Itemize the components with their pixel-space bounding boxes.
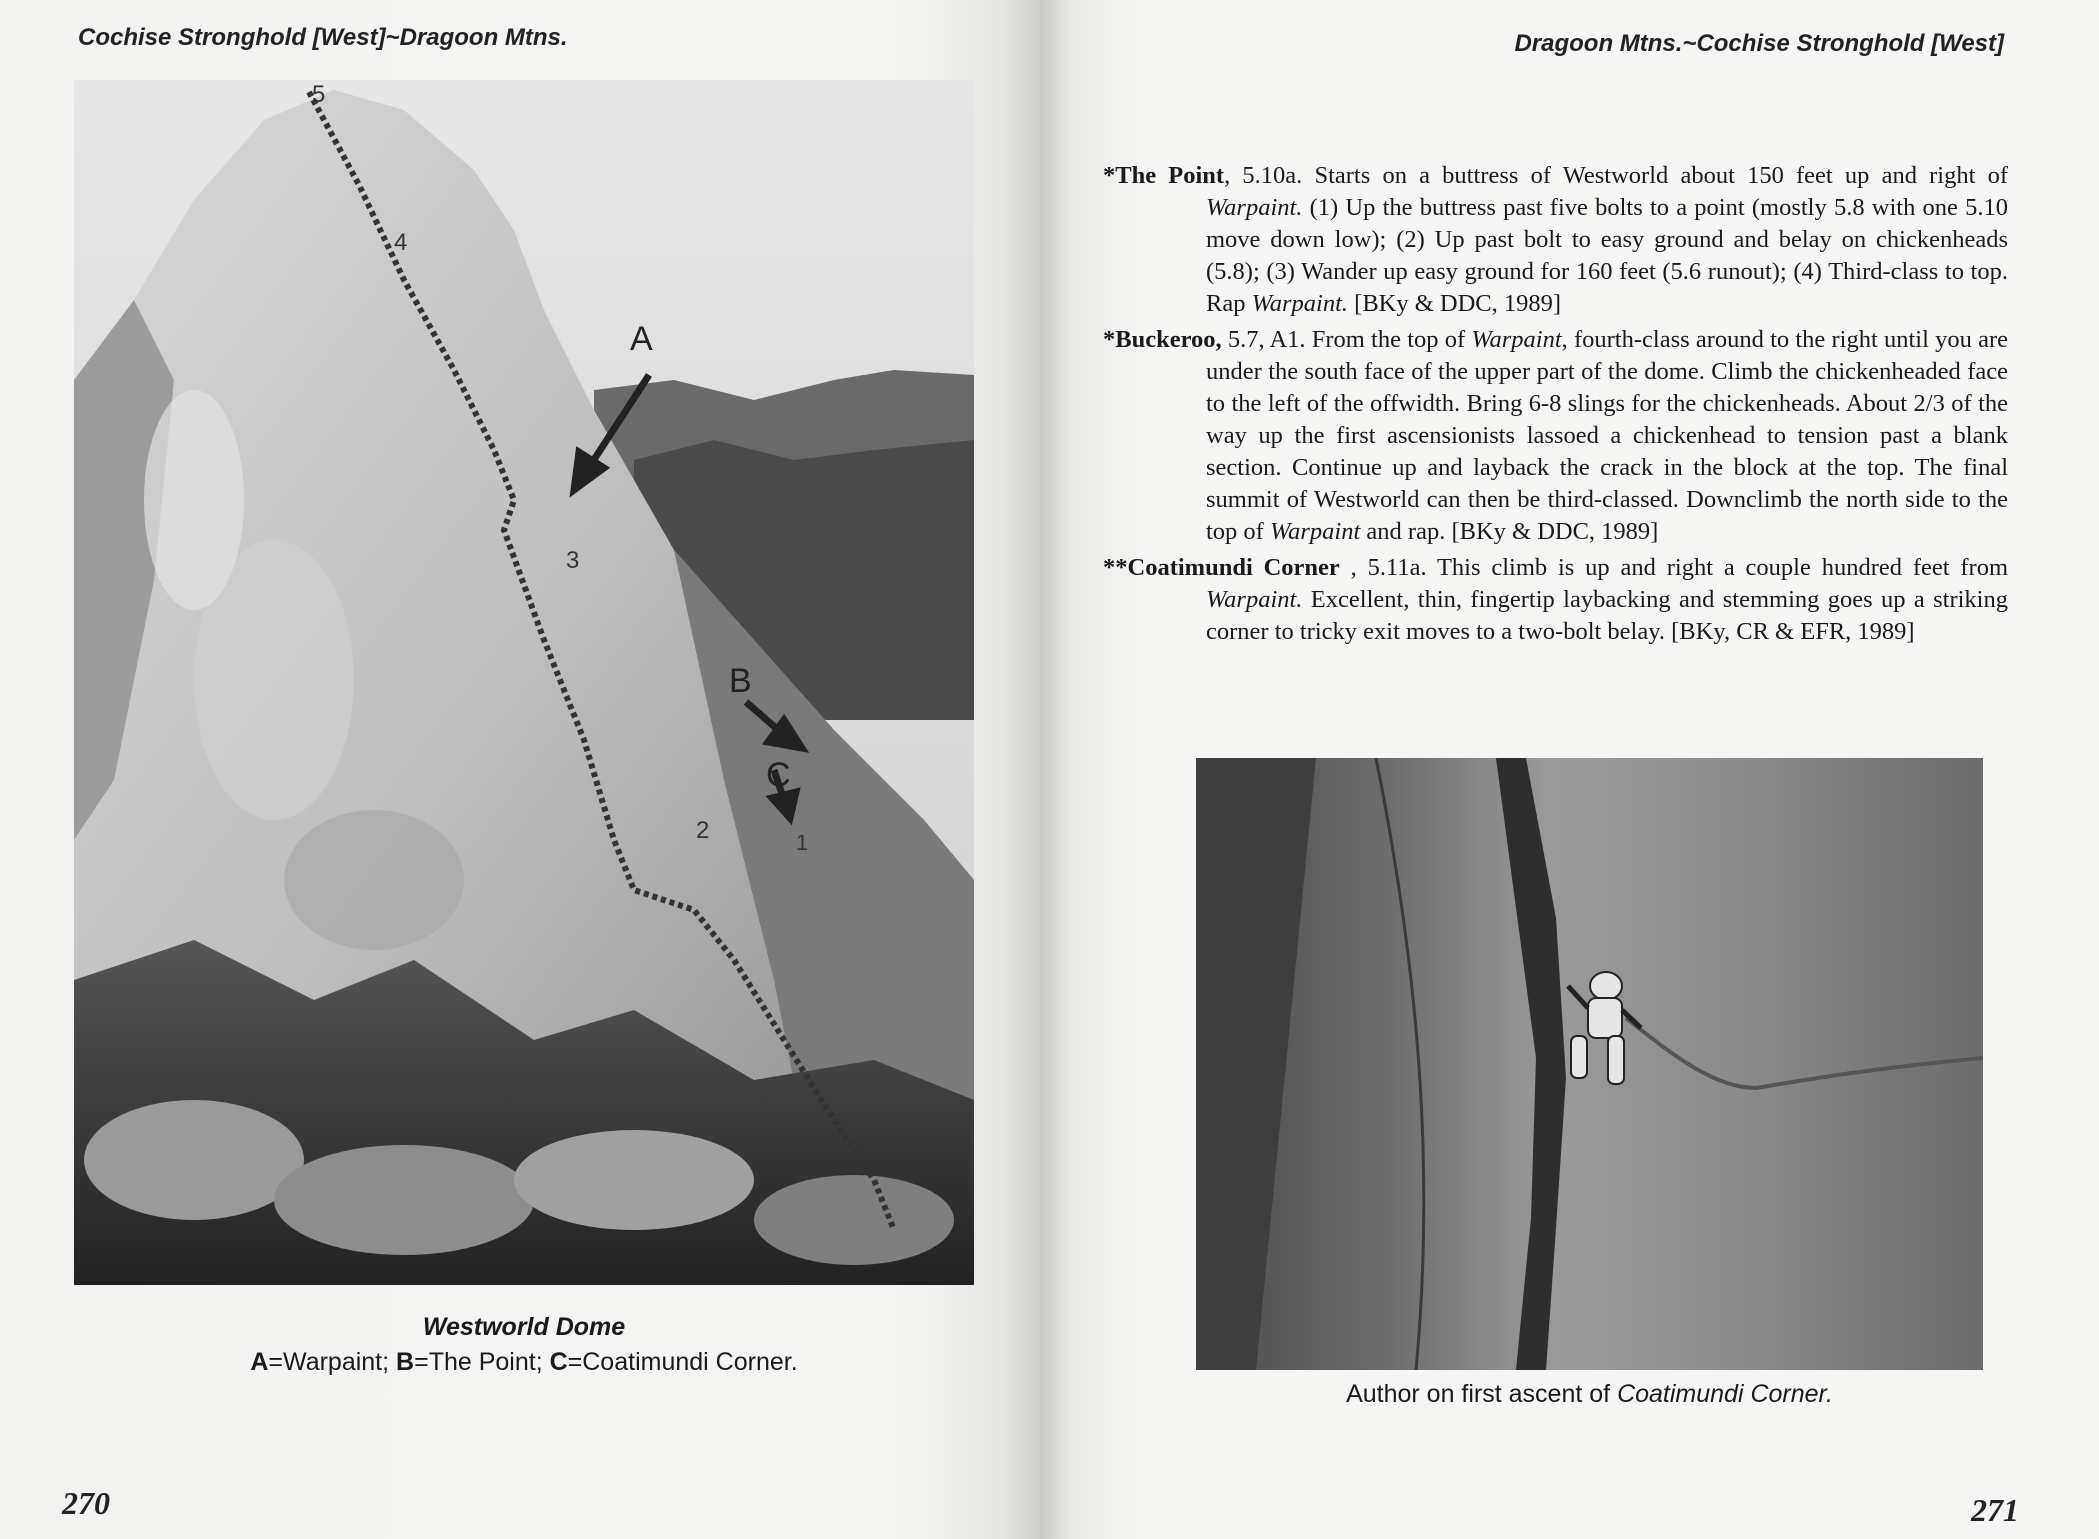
route-text: Warpaint.: [1251, 290, 1349, 317]
pitch-label-5: 5: [312, 81, 326, 108]
left-page-number: 270: [62, 1485, 110, 1521]
marker-a: A: [630, 320, 653, 358]
route-entry-buckeroo: [1103, 324, 2008, 548]
route-descriptions: [1103, 160, 2008, 652]
route-text: , fourth-class around to the right until you are under the south face of the upper part of the dome. Climb the chickenheaded face to the left of the offwidth. Bring 6-8 slings for the chickenheads. About 2/3 of the way up the first ascensionists lassoed a chickenhead to tension past a blank section. Continue up and layback the crack in the block at the top. The final summit of Westworld can then be third-classed. Downclimb the north side to the top of: [1206, 326, 2008, 545]
pitch-label-2: 2: [696, 817, 710, 844]
route-text: , 5.11a. This climb is up and right a couple hundred feet from: [1339, 554, 2008, 581]
legend-key: B: [396, 1348, 415, 1376]
caption-prefix: Author on first ascent of: [1346, 1380, 1618, 1408]
legend-key: A: [250, 1348, 269, 1376]
westworld-dome-photo: [74, 80, 974, 1285]
legend-value: =Warpaint;: [268, 1348, 397, 1376]
route-text: and rap. [BKy & DDC, 1989]: [1360, 518, 1659, 545]
route-text: Warpaint: [1471, 326, 1562, 353]
route-entry-the-point: [1103, 160, 2008, 320]
route-text: Warpaint.: [1206, 586, 1303, 613]
route-name: *Buckeroo,: [1103, 326, 1222, 353]
route-text: Warpaint.: [1206, 194, 1303, 221]
route-text: Excellent, thin, fingertip laybacking and stemming goes up a striking corner to tricky exit moves to a two-bolt belay. [BKy, CR & EFR, 1989]: [1206, 586, 2008, 645]
photo-caption-legend: [74, 1348, 974, 1377]
left-page: [0, 0, 1040, 1539]
marker-c: C: [766, 756, 791, 794]
coatimundi-corner-photo: [1196, 758, 1983, 1370]
legend-key: C: [549, 1348, 568, 1376]
route-text: (1) Up the buttress past five bolts to a point (mostly 5.8 with one 5.10 move down low); (2) Up past bolt to easy ground and belay on chickenheads (5.8); (3) Wander up easy ground for 160 feet (5.6 runout); (4) Third-class to top. Rap: [1206, 194, 2008, 317]
route-name: **Coatimundi Corner: [1103, 554, 1340, 581]
right-running-head: Dragoon Mtns.~Cochise Stronghold [West]: [1514, 30, 2004, 57]
marker-b: B: [729, 662, 752, 700]
pitch-label-3: 3: [566, 547, 580, 574]
caption-route-title: Coatimundi Corner.: [1617, 1380, 1833, 1408]
pitch-label-4: 4: [394, 229, 408, 256]
route-text: 5.7, A1. From the top of: [1221, 326, 1472, 353]
right-page-number: 271: [1971, 1492, 2019, 1528]
route-text: [BKy & DDC, 1989]: [1348, 290, 1562, 317]
legend-value: =The Point;: [414, 1348, 550, 1376]
left-running-head: Cochise Stronghold [West]~Dragoon Mtns.: [78, 24, 568, 51]
legend-value: =Coatimundi Corner.: [567, 1348, 798, 1376]
photo-caption-title: Westworld Dome: [422, 1313, 626, 1341]
route-text: Warpaint: [1269, 518, 1361, 545]
route-entry-coatimundi-corner: [1103, 552, 2008, 648]
route-name: *The Point: [1103, 162, 1225, 189]
pitch-label-1: 1: [796, 830, 809, 855]
climber-photo-caption: [1196, 1380, 1983, 1409]
route-text: , 5.10a. Starts on a buttress of Westworld about 150 feet up and right of: [1224, 162, 2008, 189]
